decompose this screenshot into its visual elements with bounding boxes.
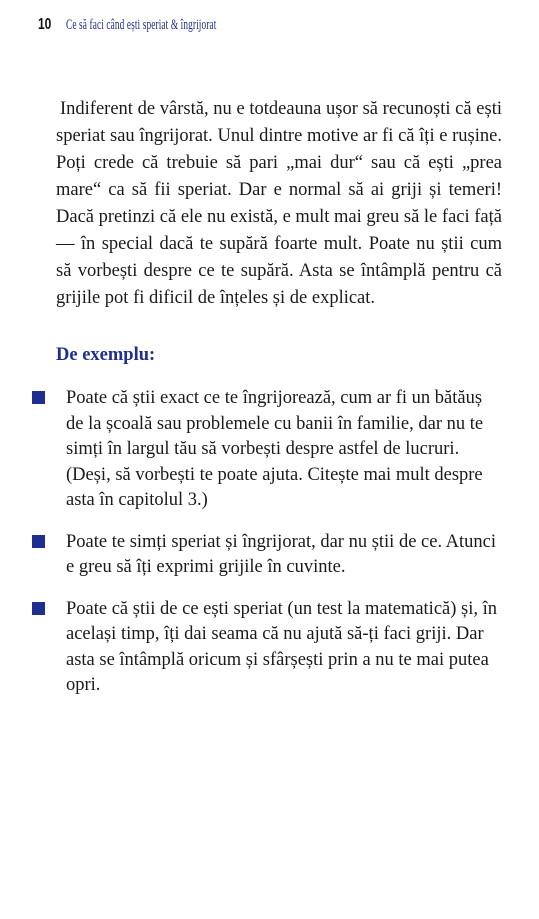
list-item xyxy=(56,597,502,699)
list-item xyxy=(56,386,502,514)
page-number: 10 xyxy=(38,16,52,33)
square-bullet-icon xyxy=(32,602,45,615)
running-head xyxy=(38,16,309,36)
list-item-text: Poate că știi de ce ești speriat (un test la matematică) și, în același timp, îți dai seama că nu ajută să-ți faci griji. Dar asta se întâmplă oricum și sfârșești prin a nu te mai putea opri. xyxy=(66,598,498,695)
list-item-text: Poate că știi exact ce te îngrijorează, cum ar fi un bătăuș de la școală sau problemele cu banii în familie, dar nu te simți în largul tău să vorbești despre astfel de lucruri. (Deși, să vorbești te poate ajuta. Citește mai mult despre asta în capitolul 3.) xyxy=(66,388,484,510)
list-item xyxy=(56,530,502,581)
running-title: Ce să faci când ești speriat & îngrijorat xyxy=(66,17,217,33)
intro-paragraph: Indiferent de vârstă, nu e totdeauna ușor să recunoști că ești speriat sau îngrijorat. Unul dintre motive ar fi că îți e rușine. Poți crede că trebuie să pari „mai dur“ sau că ești „prea mare“ ca să fii speriat. Dar e normal să ai griji și temeri! Dacă pretinzi că ele nu există, e mult mai greu să le faci față — în special dacă te supără foarte mult. Poate nu știi cum să vorbești despre ce te supără. Asta se întâmplă pentru că grijile pot fi dificil de înțeles și de explicat. xyxy=(56,99,502,308)
example-list xyxy=(56,386,502,699)
square-bullet-icon xyxy=(32,391,45,404)
example-heading: De exemplu: xyxy=(56,345,156,365)
list-item-text: Poate te simți speriat și îngrijorat, dar nu știi de ce. Atunci e greu să îți exprimi grijile în cuvinte. xyxy=(66,531,497,577)
page-content xyxy=(56,96,502,715)
square-bullet-icon xyxy=(32,535,45,548)
